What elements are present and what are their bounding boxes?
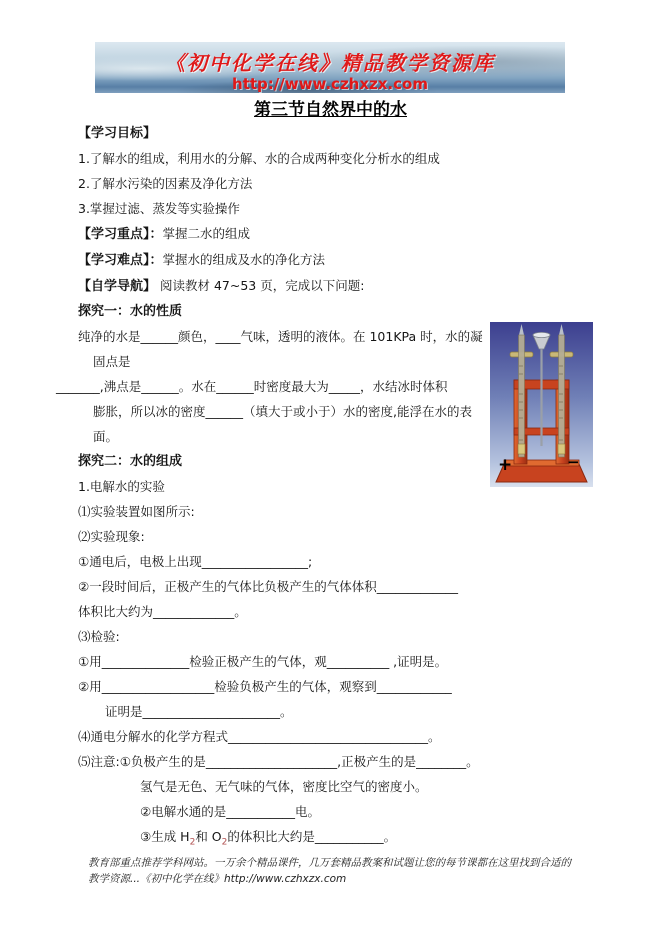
- goals-header: 【学习目标】: [78, 126, 157, 141]
- o2-subscript: 2: [221, 837, 228, 848]
- key-point-label: 【学习重点】：: [78, 227, 163, 242]
- inquiry1-line-1: 纯净的水是______颜色，____气味，透明的液体。在 101KPa 时，水的凝: [78, 329, 483, 344]
- inquiry1-line-4: 膨胀，所以冰的密度______（填大于或小于）水的密度,能浮在水的表: [93, 404, 472, 419]
- inquiry2-line-14: ②电解水通的是___________电。: [140, 804, 320, 819]
- page-title: 第三节自然界中的水: [254, 100, 407, 120]
- self-study-text: 阅读教材 47~53 页，完成以下问题:: [156, 278, 365, 293]
- inquiry2-line-4: ①通电后，电极上出现_________________;: [78, 554, 313, 569]
- inquiry2-line-1: 1.电解水的实验: [78, 479, 165, 494]
- inquiry2-line-3: ⑵实验现象:: [78, 529, 145, 544]
- inquiry2-line-10: 证明是______________________。: [105, 704, 293, 719]
- difficulty-line: [0, 247, 661, 273]
- difficulty-text: 掌握水的组成及水的净化方法: [162, 252, 326, 267]
- plus-electrode-label: +: [498, 455, 513, 475]
- footer-line-1: 教育部重点推荐学科网站。一万余个精品课件，几万套精品教案和试题让您的每节课都在这里找到合适的: [88, 857, 571, 869]
- difficulty-label: 【学习难点】：: [78, 253, 163, 268]
- inquiry2-line-7: ⑶检验:: [78, 629, 120, 644]
- inquiry2-line-9: ②用__________________检验负极产生的气体，观察到____________: [78, 679, 452, 694]
- inquiry2-line-6: 体积比大约为_____________。: [78, 604, 247, 619]
- inquiry1-line-5: 面。: [93, 429, 119, 444]
- goal-item-3: 3.掌握过滤、蒸发等实验操作: [78, 201, 240, 216]
- inquiry1-line-2: 固点是: [93, 354, 131, 369]
- inquiry2-line-5: ②一段时间后，正极产生的气体比负极产生的气体体积_____________: [78, 579, 458, 594]
- inquiry1-header: 探究一：水的性质: [78, 304, 183, 319]
- inquiry2-line-11: ⑷通电分解水的化学方程式________________________________。: [78, 729, 441, 744]
- self-study-label: 【自学导航】: [78, 279, 157, 294]
- minus-electrode-label: −: [567, 453, 580, 471]
- gas-line-part2: 和 O: [195, 829, 222, 844]
- inquiry2-line-12: ⑸注意:①负极产生的是_____________________,正极产生的是________。: [78, 754, 479, 769]
- inquiry1-line-3: _______,沸点是______。水在______时密度最大为_____，水结冰时体积: [56, 379, 448, 394]
- inquiry2-line-13: 氢气是无色、无气味的气体，密度比空气的密度小。: [140, 779, 428, 794]
- banner-brand-text: 《初中化学在线》精品教学资源库: [165, 51, 495, 75]
- inquiry2-header: 探究二：水的组成: [78, 454, 183, 469]
- gas-line-part3: 的体积比大约是___________。: [227, 829, 397, 844]
- apparatus-center-tube: [540, 346, 542, 446]
- left-electrode: [518, 444, 525, 454]
- gas-line-part1: ③生成 H: [140, 829, 190, 844]
- electrolysis-apparatus-image: [490, 322, 593, 487]
- site-banner-image: [95, 42, 565, 93]
- key-point-line: [0, 221, 661, 247]
- self-study-line: [0, 273, 661, 299]
- left-tube: [519, 335, 525, 457]
- inquiry2-line-2: ⑴实验装置如图所示:: [78, 504, 195, 519]
- h2-subscript: 2: [189, 837, 196, 848]
- right-tube: [559, 335, 565, 457]
- banner-url-text: http://www.czhxzx.com: [232, 75, 428, 93]
- footer-line-2: 教学资源...《初中化学在线》http://www.czhxzx.com: [88, 872, 347, 885]
- page-footer: [88, 856, 588, 887]
- goal-item-2: 2.了解水污染的因素及净化方法: [78, 176, 253, 191]
- key-point-text: 掌握二水的组成: [162, 226, 251, 241]
- goal-item-1: 1.了解水的组成，利用水的分解、水的合成两种变化分析水的组成: [78, 151, 440, 166]
- right-electrode: [558, 444, 565, 454]
- inquiry2-line-8: ①用______________检验正极产生的气体，观__________ ,证明是。: [78, 654, 448, 669]
- worksheet-body: [0, 121, 661, 856]
- inquiry2-gas-ratio-line: [0, 824, 661, 856]
